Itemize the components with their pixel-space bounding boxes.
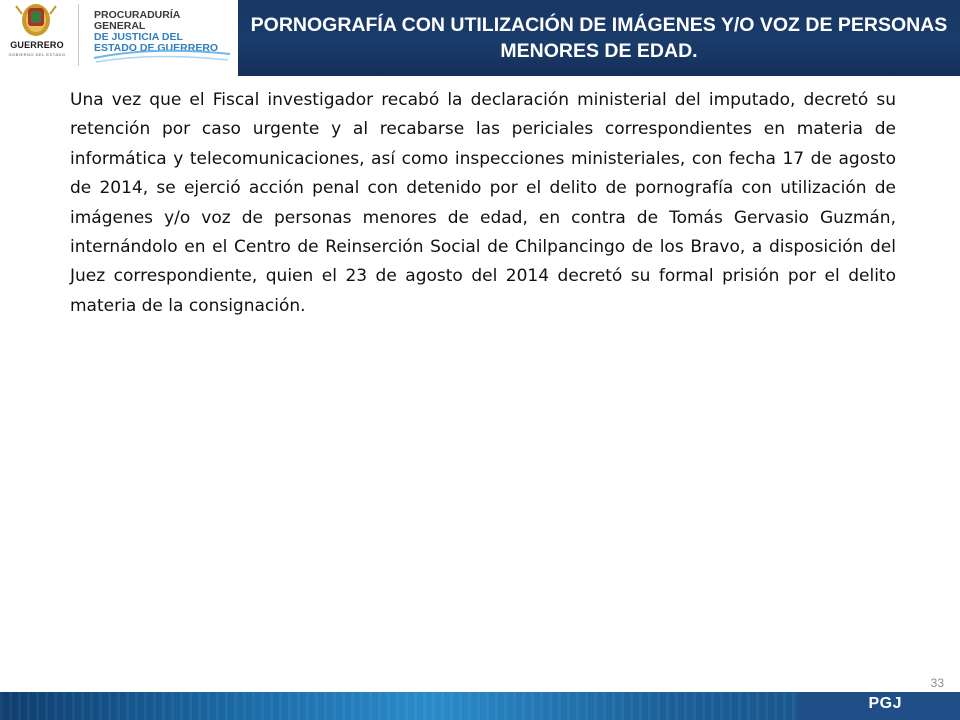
footer-badge: PGJ xyxy=(868,695,902,712)
title-bar xyxy=(238,0,960,76)
agency-line-3: ESTADO DE GUERRERO xyxy=(94,42,219,54)
page-title: PORNOGRAFÍA CON UTILIZACIÓN DE IMÁGENES Y/O VOZ DE PERSONAS MENORES DE EDAD. xyxy=(250,14,948,62)
state-name: GUERRERO xyxy=(10,40,64,50)
logo-divider xyxy=(78,4,79,66)
agency-line-2: DE JUSTICIA DEL xyxy=(94,31,183,43)
body-paragraph: Una vez que el Fiscal investigador recabó la declaración ministerial del imputado, decretó su retención por caso urgente y al recabarse las periciales correspondientes en materia de informática y telecomunicaciones, así como inspecciones ministeriales, con fecha 17 de agosto de 2014, se ejerció acción penal con detenido por el delito de pornografía con utilización de imágenes y/o voz de personas menores de edad, en contra de Tomás Gervasio Guzmán, internándolo en el Centro de Reinserción Social de Chilpancingo de los Bravo, a disposición del Juez correspondiente, quien el 23 de agosto del 2014 decretó su formal prisión por el delito materia de la consignación. xyxy=(70,90,896,316)
header-logo-area xyxy=(0,0,238,76)
slide-number: 33 xyxy=(930,676,944,690)
state-subtitle: GOBIERNO DEL ESTADO xyxy=(8,52,66,57)
agency-swoosh-icon xyxy=(92,44,232,66)
footer-decoration xyxy=(0,692,800,720)
agency-line-1: PROCURADURÍA GENERAL xyxy=(94,9,180,32)
